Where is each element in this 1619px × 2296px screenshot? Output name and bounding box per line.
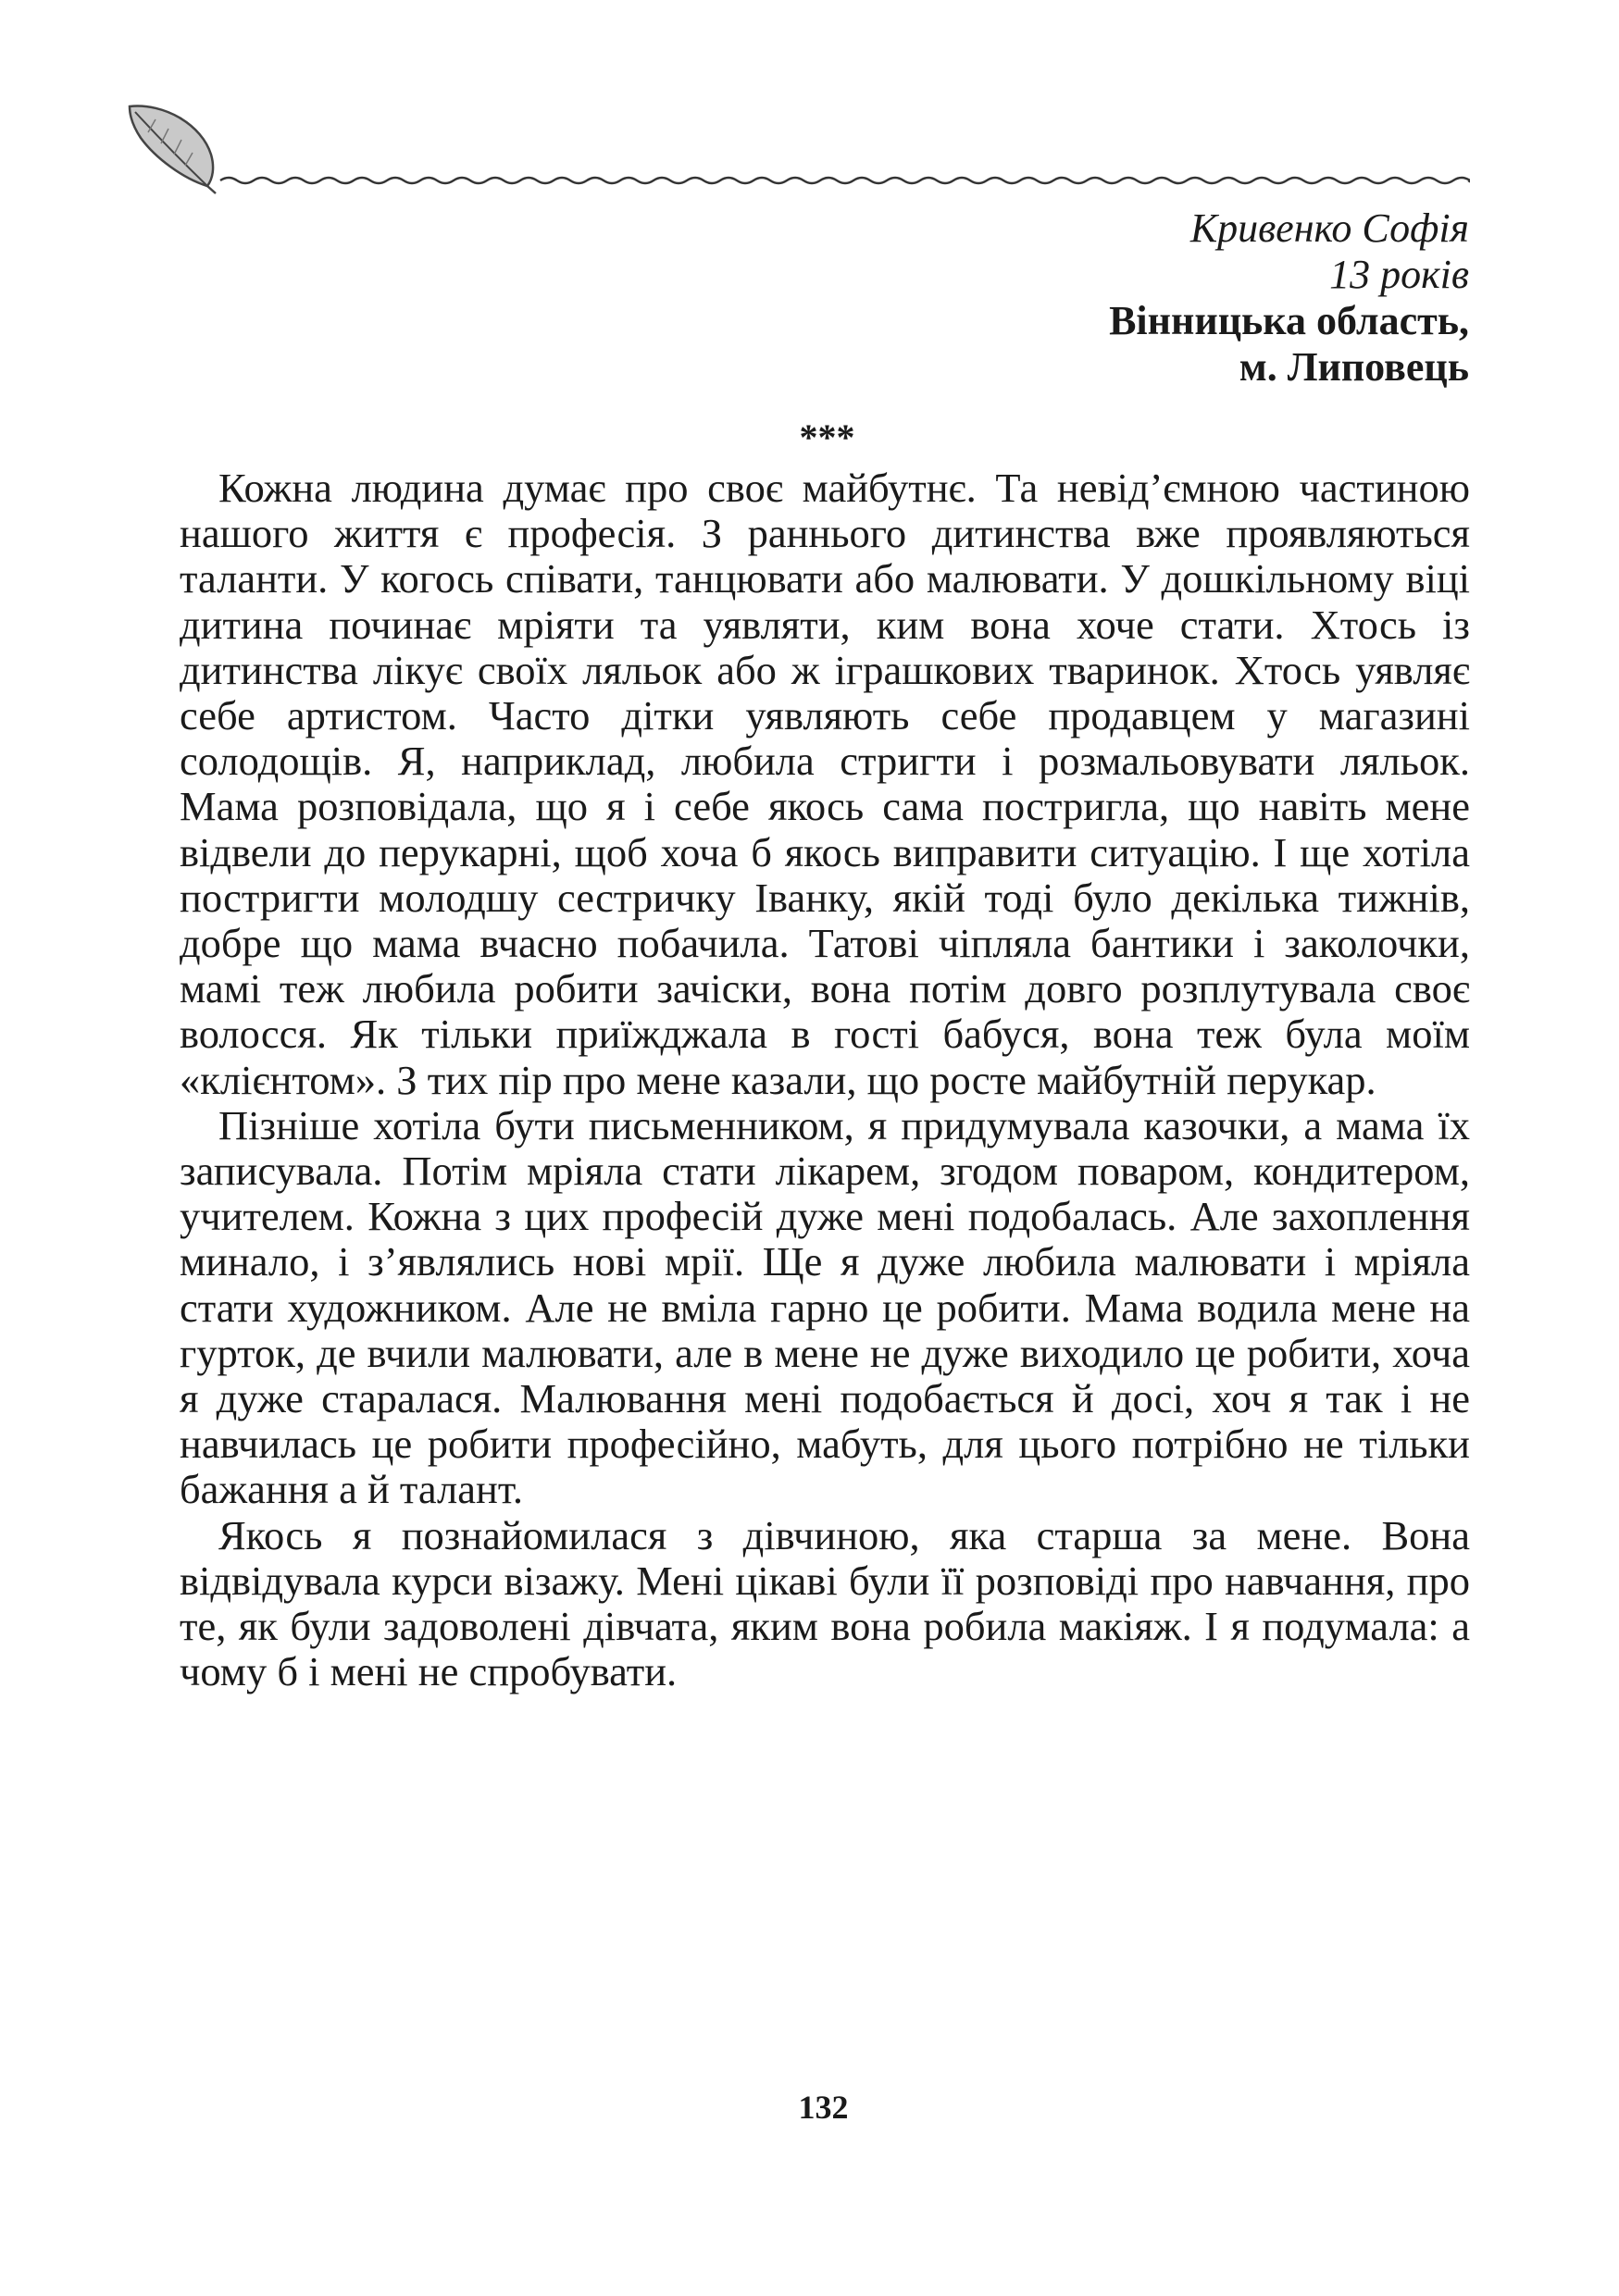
page-ornament: [128, 97, 1470, 194]
paragraph: Пізніше хотіла бути письменником, я придумувала казочки, а мама їх записувала. Потім мріяла стати лікарем, згодом поваром, кондитером, учителем. Кожна з цих професій дуже мені подобалась. Але захоплення минало, і з’являлись нові мрії. Ще я дуже любила малювати і мріяла стати художником. Але не вміла гарно це робити. Мама водила мене на гурток, де вчили малювати, але в мене не дуже виходило це робити, хоча я дуже старалася. Малювання мені подобається й досі, хоч я так і не навчилась це робити професійно, мабуть, для цього потрібно не тільки бажання а й талант.: [180, 1101, 1470, 1513]
section-separator: ***: [799, 416, 855, 458]
author-name: Кривенко Софія: [1189, 205, 1469, 251]
paragraph: Якось я познайомилася з дівчиною, яка старша за мене. Вона відвідувала курси візажу. Мені цікаві були її розповіді про навчання, про те, як були задоволені дівчата, яким вона робила макіяж. І я подумала: а чому б і мені не спробувати.: [180, 1511, 1470, 1695]
author-region: Вінницька область,: [1109, 298, 1469, 343]
essay-body: [180, 465, 1470, 1694]
feather-quill-icon: [130, 106, 216, 193]
author-info: [636, 205, 1469, 391]
paragraph: Кожна людина думає про своє майбутнє. Та невід’ємною частиною нашого життя є професія. З раннього дитинства вже проявляються таланти. У когось співати, танцювати або малювати. У дошкільному віці дитина починає мріяти та уявляти, ким вона хоче стати. Хтось із дитинства лікує своїх ляльок або ж іграшкових тваринок. Хтось уявляє себе артистом. Часто дітки уявляють себе продавцем у магазині солодощів. Я, наприклад, любила стригти і розмальовувати ляльок. Мама розповідала, що я і себе якось сама постригла, що навіть мене відвели до перукарні, щоб хоча б якось виправити ситуацію. І ще хотіла постригти молодшу сестричку Іванку, якій тоді було декілька тижнів, добре що мама вчасно побачила. Татові чіпляла бантики і заколочки, мамі теж любила робити зачіски, вона потім довго розплутувала своє волосся. Як тільки приїжджала в гості бабуся, вона теж була моїм «клієнтом». З тих пір про мене казали, що росте майбутній перукар.: [180, 465, 1470, 1103]
page-number: 132: [798, 2089, 849, 2126]
author-city: м. Липовець: [1239, 344, 1469, 390]
author-age: 13 років: [1329, 252, 1469, 297]
wavy-line-icon: [220, 178, 1470, 183]
